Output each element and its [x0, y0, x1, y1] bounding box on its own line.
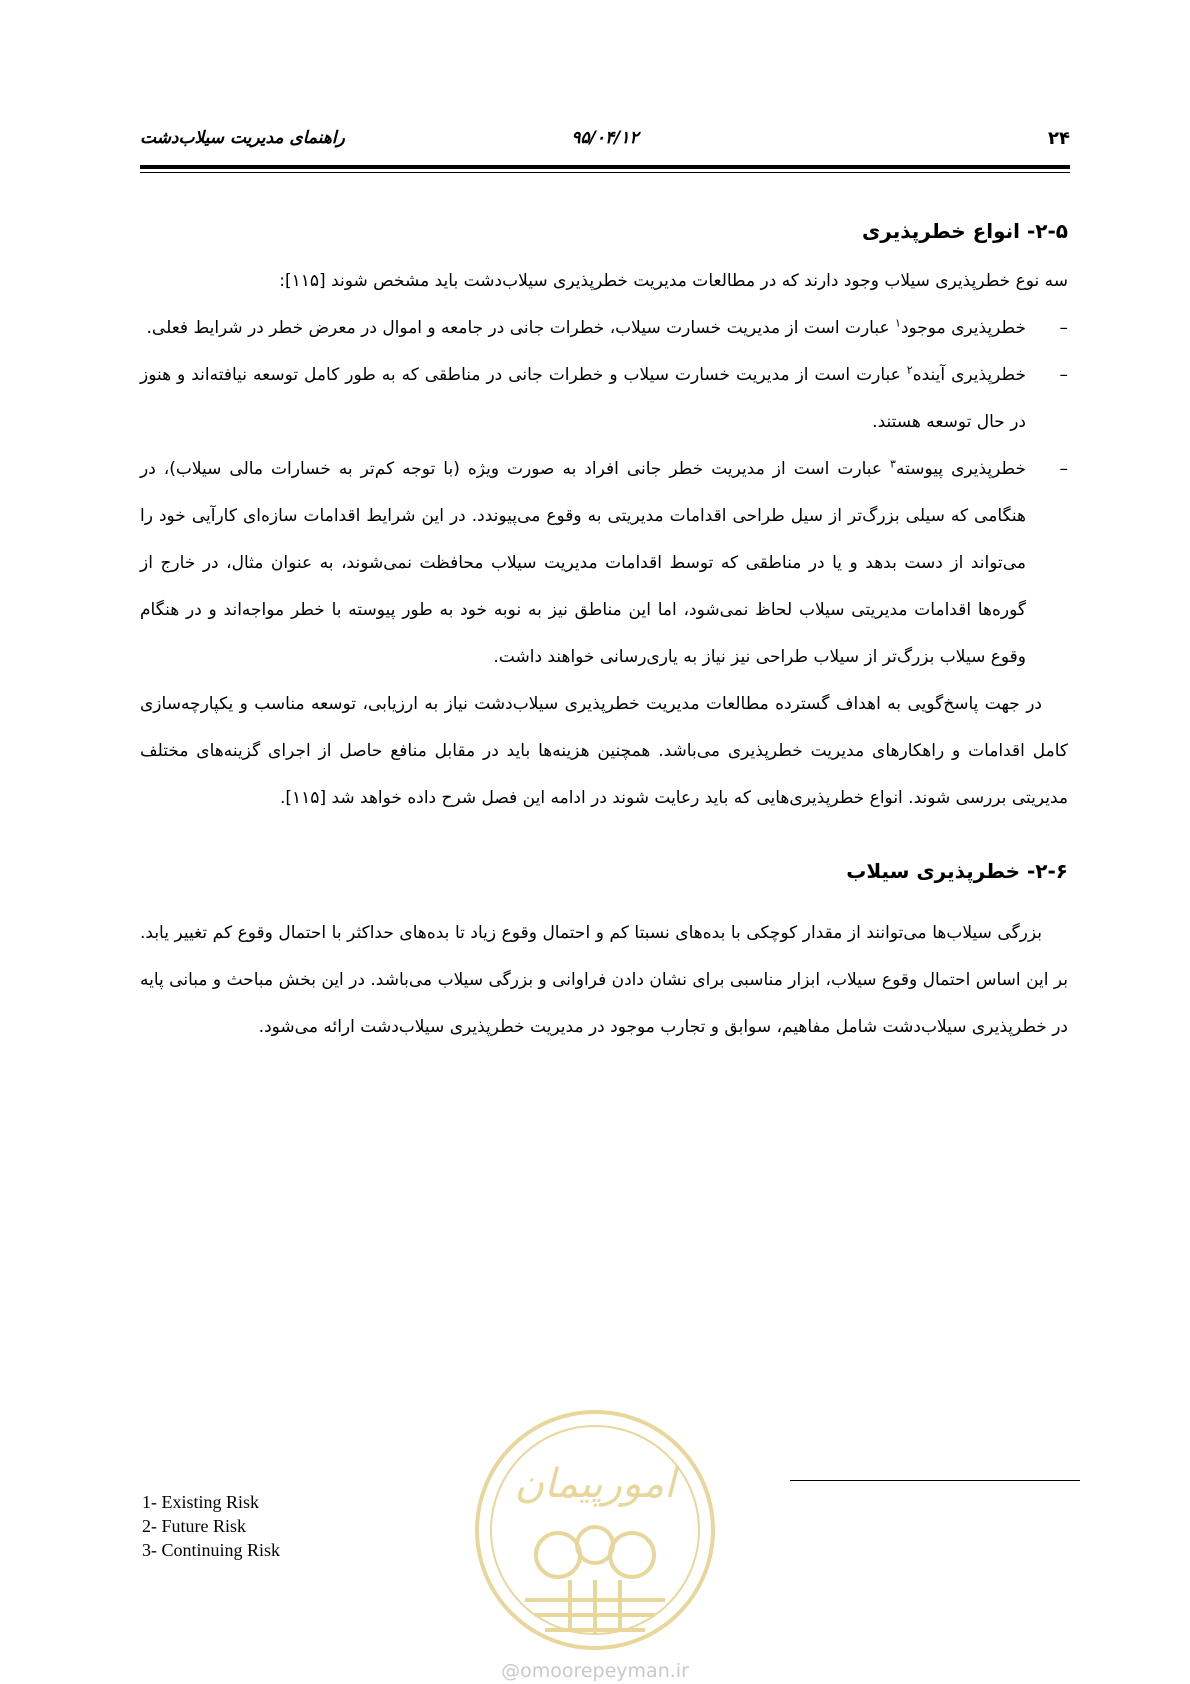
header-rule-thin: [140, 172, 1070, 173]
header-date: ۹۵/۰۴/۱۲: [571, 128, 639, 148]
watermark-site: @omoorepeyman.ir: [501, 1660, 689, 1682]
list-item: [140, 305, 1068, 352]
header-title: راهنمای مدیریت سیلاب‌دشت: [140, 128, 345, 148]
watermark-logo-text: امورپیمان: [514, 1461, 676, 1507]
footnote-separator: [790, 1480, 1080, 1481]
dash-bullet: –: [1059, 459, 1068, 479]
item-term: خطرپذیری آینده: [912, 365, 1026, 385]
footnote-ref[interactable]: ۳: [890, 457, 896, 471]
dash-bullet: –: [1059, 318, 1068, 338]
watermark-seal-icon: [470, 1405, 720, 1655]
footnote-ref[interactable]: ۲: [906, 363, 913, 377]
footnotes: [142, 1490, 280, 1562]
section-heading-risk-types: ۲-۵- انواع خطرپذیری: [861, 219, 1068, 243]
section-closing-paragraph: در جهت پاسخ‌گویی به اهداف گسترده مطالعات مدیریت خطرپذیری سیلاب‌دشت نیاز به ارزیابی، توسعه مناسب و یکپارچه‌سازی کامل اقدامات و راهکارهای مدیریت خطرپذیری می‌باشد. همچنین هزینه‌ها باید در مقابل منافع حاصل از اجرای گزینه‌های مختلف مدیریتی بررسی شوند. انواع خطرپذیری‌هایی که باید رعایت شوند در ادامه این فصل شرح داده خواهد شد [۱۱۵].: [140, 694, 1068, 808]
list-item: [140, 352, 1068, 446]
footnote-1: 1- Existing Risk: [142, 1492, 260, 1512]
risk-type-list: [140, 305, 1068, 681]
list-item: [140, 446, 1068, 681]
section-body-paragraph: بزرگی سیلاب‌ها می‌توانند از مقدار کوچکی با بده‌های نسبتا کم و احتمال وقوع زیاد تا بده‌های حداکثر با احتمال وقوع کم تغییر یابد. بر این اساس احتمال وقوع سیلاب، ابزار مناسبی برای نشان دادن فراوانی و بزرگی سیلاب می‌باشد. در این بخش مباحث و مبانی پایه در خطرپذیری سیلاب‌دشت شامل مفاهیم، سوابق و تجارب موجود در مدیریت خطرپذیری سیلاب‌دشت ارائه می‌شود.: [140, 923, 1068, 1037]
page-body: [140, 216, 1068, 1051]
item-text: عبارت است از مدیریت خطر جانی افراد به صورت ویژه (با توجه کم‌تر به خسارات مالی سیلاب)، در هنگامی که سیلی بزرگ‌تر از سیل طراحی اقدامات مدیریتی به وقوع می‌پیوندد. در این شرایط اقدامات سازه‌ای کارآیی خود را می‌تواند از دست بدهد و یا در مناطقی که توسط اقدامات مدیریت سیلاب محافظت نمی‌شوند، به عنوان مثال، در خارج از گوره‌ها اقدامات مدیریتی سیلاب لحاظ نمی‌شود، اما این مناطق نیز به نوبه خود به طور پیوسته با خطر مواجه‌اند و در هنگام وقوع سیلاب بزرگ‌تر از سیلاب طراحی نیز نیاز به یاری‌رسانی خواهند داشت.: [140, 459, 1026, 667]
page-header: [140, 128, 1070, 158]
item-text: عبارت است از مدیریت خسارت سیلاب، خطرات جانی در جامعه و اموال در معرض خطر در شرایط فعلی.: [146, 318, 896, 338]
item-term: خطرپذیری موجود: [900, 318, 1026, 338]
section-intro: سه نوع خطرپذیری سیلاب وجود دارند که در مطالعات مدیریت خطرپذیری سیلاب‌دشت باید مشخص شوند [۱۱۵]:: [279, 271, 1068, 291]
dash-bullet: –: [1059, 365, 1068, 385]
item-text: عبارت است از مدیریت خسارت سیلاب و خطرات جانی در مناطقی که به طور کامل توسعه نیافته‌اند و هنوز در حال توسعه هستند.: [140, 365, 1026, 432]
section-heading-flood-risk: ۲-۶- خطرپذیری سیلاب: [846, 859, 1068, 883]
item-term: خطرپذیری پیوسته: [895, 459, 1026, 479]
header-rule-thick: [140, 165, 1070, 169]
page-number: ۲۴: [1048, 128, 1070, 149]
footnote-3: 3- Continuing Risk: [142, 1540, 281, 1560]
footnote-ref[interactable]: ۱: [895, 316, 901, 330]
footnote-2: 2- Future Risk: [142, 1516, 247, 1536]
